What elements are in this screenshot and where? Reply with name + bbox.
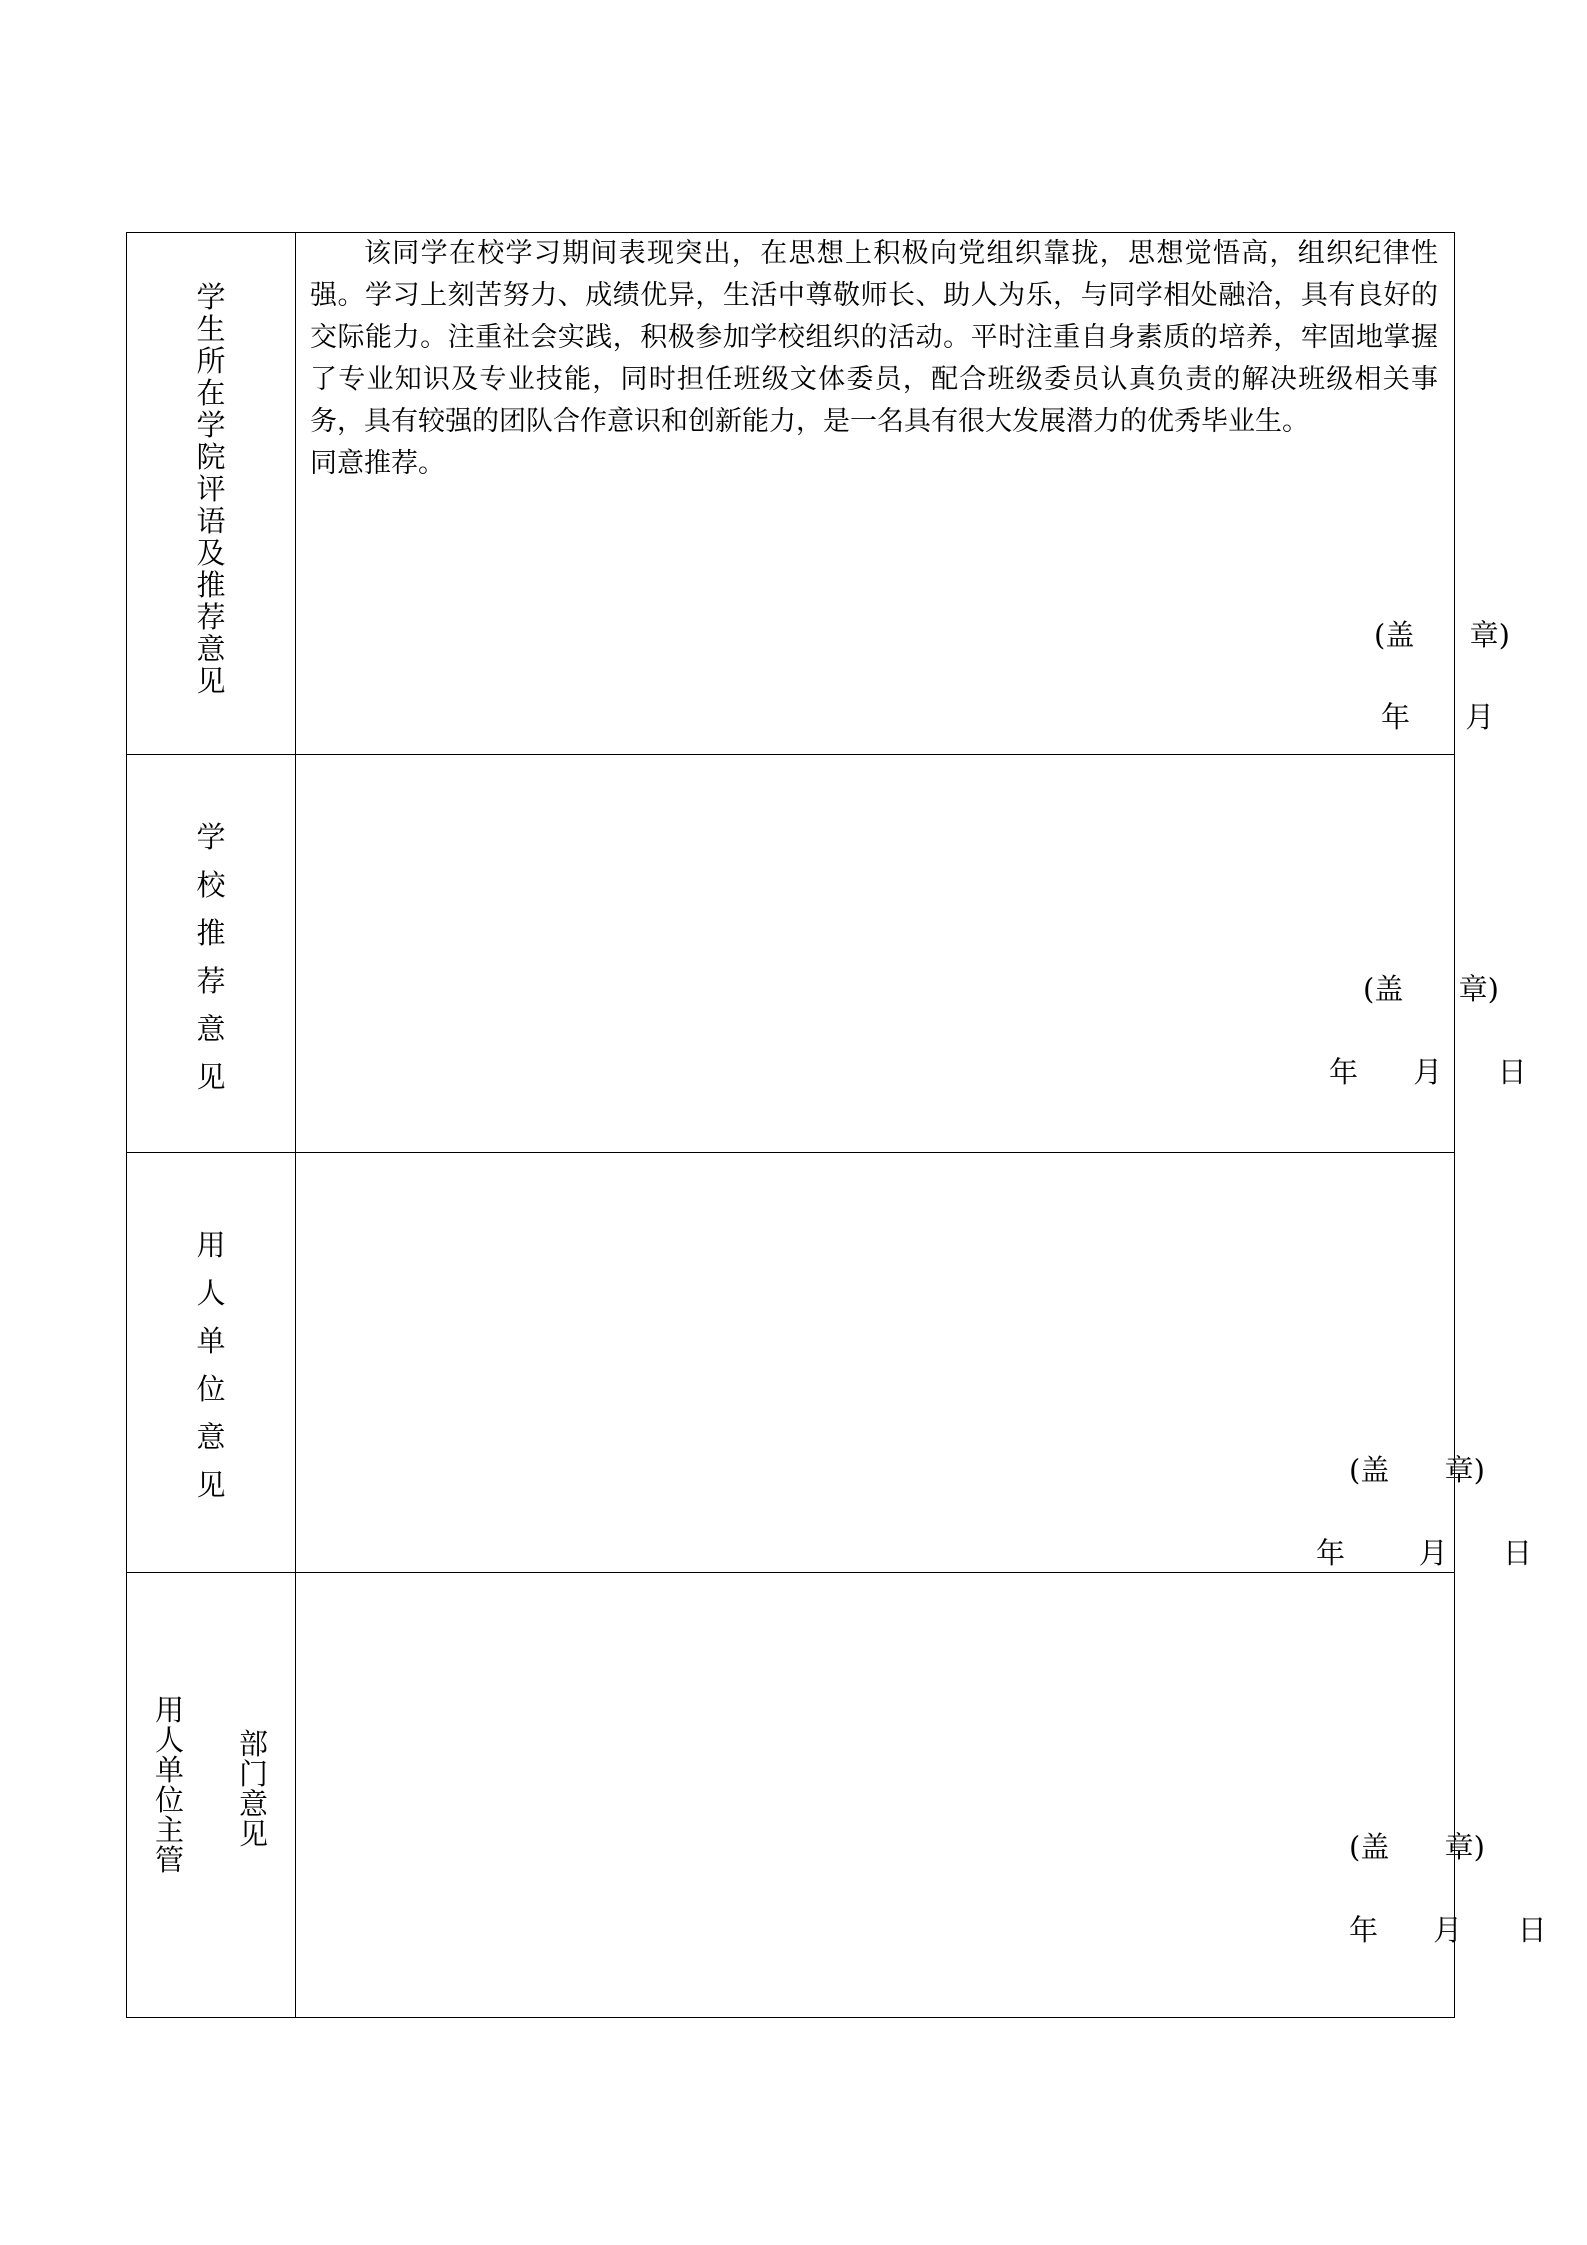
label-column-a [155, 1695, 184, 1875]
seal-placeholder: (盖 章) [1349, 1453, 1485, 1487]
label-char: 管 [155, 1843, 185, 1877]
college-comment-label [127, 281, 295, 697]
school-recommend-row [127, 755, 1455, 1153]
employer-opinion-label-cell [127, 1153, 296, 1573]
employer-supervisor-label-cell [127, 1573, 296, 2018]
employer-supervisor-content-cell [296, 1573, 1547, 2018]
label-char: 荐 [196, 600, 226, 634]
label-char: 主 [155, 1813, 185, 1847]
label-char: 单 [196, 1324, 226, 1358]
school-recommend-label-cell [127, 755, 296, 1153]
date-placeholder: 年 月 日 [1329, 1055, 1527, 1089]
college-comment-text [310, 233, 1438, 485]
label-char: 部 [239, 1727, 269, 1761]
school-recommend-content-cell [296, 755, 1527, 1153]
label-char: 学 [196, 280, 226, 314]
school-recommend-label [127, 813, 295, 1101]
label-char: 位 [155, 1783, 185, 1817]
label-char: 校 [196, 868, 226, 902]
label-char: 推 [196, 568, 226, 602]
label-char: 语 [196, 504, 226, 538]
label-char: 在 [196, 376, 226, 410]
label-char: 人 [155, 1723, 185, 1757]
label-char: 生 [196, 312, 226, 346]
employer-opinion-row [127, 1153, 1455, 1573]
label-char: 学 [196, 820, 226, 854]
date-placeholder: 年 月 日 [1349, 1913, 1547, 1947]
label-char: 及 [196, 536, 226, 570]
seal-placeholder: (盖 章) [1374, 618, 1510, 652]
label-char: 用 [155, 1693, 185, 1727]
label-column-b [239, 1729, 268, 1849]
comment-paragraph: 该同学在校学习期间表现突出，在思想上积极向党组织靠拢，思想觉悟高，组织纪律性强。学习上刻苦努力、成绩优异，生活中尊敬师长、助人为乐，与同学相处融洽，具有良好的交际能力。注重社会实践，积极参加学校组织的活动。平时注重自身素质的培养，牢固地掌握了专业知识及专业技能，同时担任班级文体委员，配合班级委员认真负责的解决班级相关事务，具有较强的团队合作意识和创新能力，是一名具有很大发展潜力的优秀毕业生。 [310, 238, 1438, 437]
seal-placeholder: (盖 章) [1349, 1830, 1485, 1864]
label-char: 见 [196, 664, 226, 698]
label-char: 意 [196, 632, 226, 666]
label-char: 用 [196, 1228, 226, 1262]
college-comment-label-cell [127, 233, 296, 755]
label-char: 见 [196, 1468, 226, 1502]
label-char: 门 [239, 1757, 269, 1791]
label-char: 所 [196, 344, 226, 378]
date-placeholder: 年 月 日 [1316, 1536, 1533, 1570]
label-char: 意 [196, 1420, 226, 1454]
recommendation-form-table [126, 232, 1547, 2018]
college-comment-content-cell [296, 233, 1510, 755]
label-char: 人 [196, 1276, 226, 1310]
label-char: 见 [196, 1060, 226, 1094]
recommend-statement: 同意推荐。 [310, 448, 445, 479]
label-char: 位 [196, 1372, 226, 1406]
employer-opinion-label [127, 1221, 295, 1509]
label-char: 院 [196, 440, 226, 474]
label-char: 评 [196, 472, 226, 506]
employer-supervisor-label [127, 1695, 295, 1895]
label-char: 学 [196, 408, 226, 442]
label-char: 意 [239, 1787, 269, 1821]
label-char: 单 [155, 1753, 185, 1787]
date-placeholder: 年 月 [1381, 700, 1495, 734]
label-char: 荐 [196, 964, 226, 998]
employer-supervisor-row [127, 1573, 1455, 2018]
label-char: 意 [196, 1012, 226, 1046]
label-char: 推 [196, 916, 226, 950]
label-char: 见 [239, 1817, 269, 1851]
seal-placeholder: (盖 章) [1363, 972, 1499, 1006]
employer-opinion-content-cell [296, 1153, 1533, 1573]
college-comment-row [127, 233, 1455, 755]
